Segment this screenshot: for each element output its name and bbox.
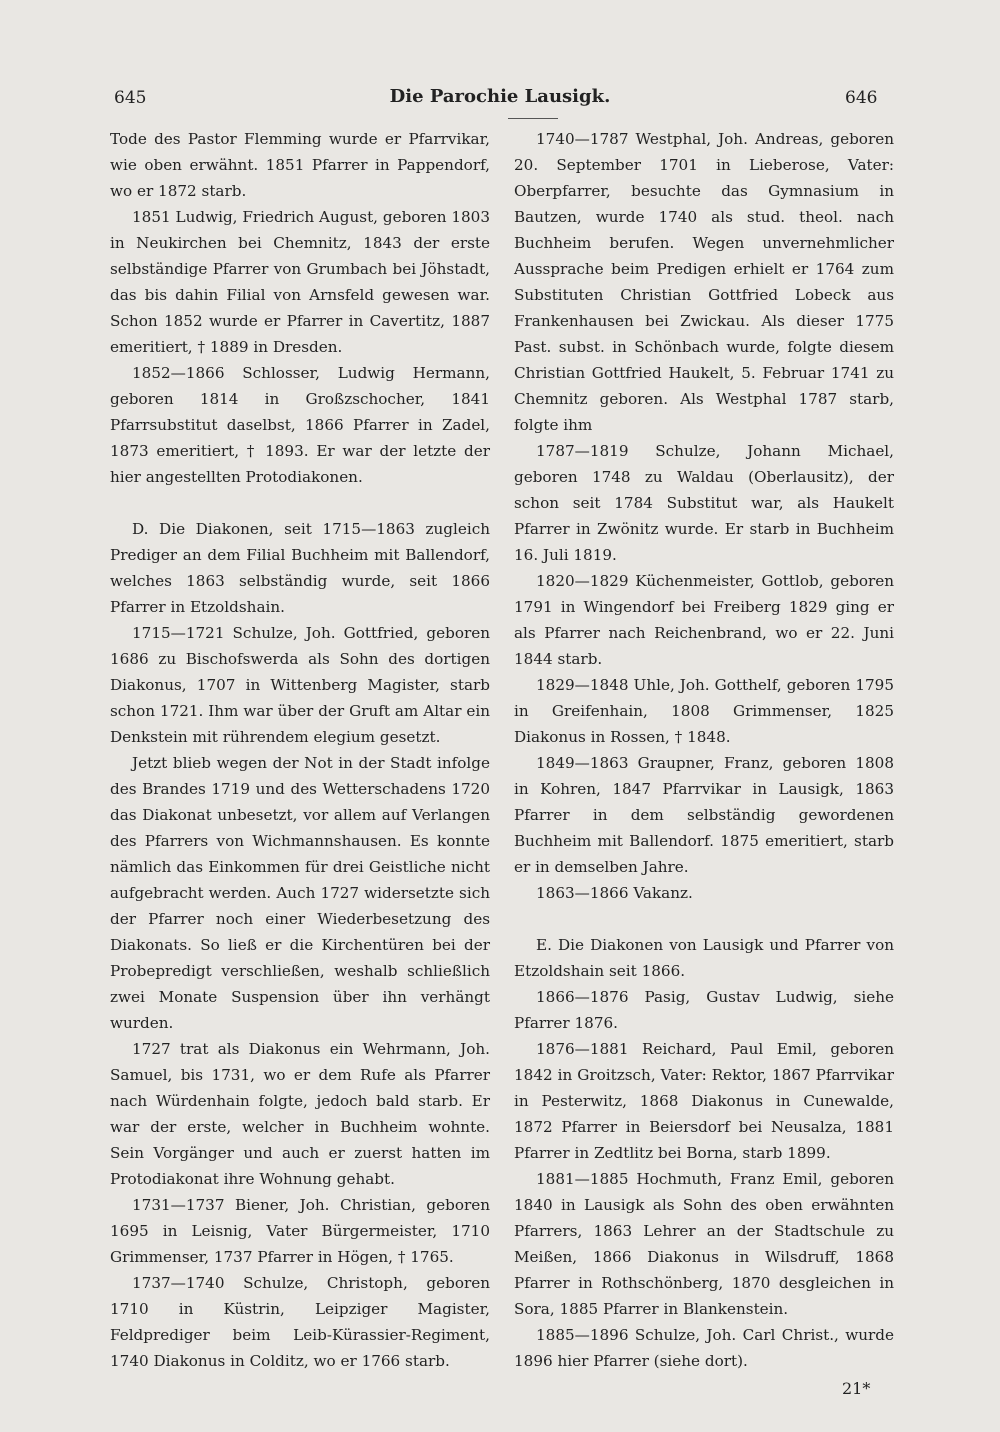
paragraph: Tode des Pastor Flemming wurde er Pfarrvikar, wie oben erwähnt. 1851 Pfarrer in Pappendorf, wo er 1872 starb. [110,130,490,200]
paragraph: Jetzt blieb wegen der Not in der Stadt infolge des Brandes 1719 und des Wetterschadens 1720 das Diakonat unbesetzt, vor allem auf Verlangen des Pfarrers von Wichmannshausen. Es konnte nämlich das Einkommen für drei Geistliche nicht aufgebracht werden. Auch 1727 widersetzte sich der Pfarrer noch einer Wiederbesetzung des Diakonats. So ließ er die Kirchentüren bei der Probepredigt verschließen, weshalb schließlich zwei Monate Suspension über ihn verhängt wurden. [110,754,490,1032]
signature-mark: 21* [842,1379,871,1398]
paragraph: 1851 Ludwig, Friedrich August, geboren 1803 in Neukirchen bei Chemnitz, 1843 der erste selbständige Pfarrer von Grumbach bei Jöhstadt, das bis dahin Filial von Arnsfeld gewesen war. Schon 1852 wurde er Pfarrer in Cavertitz, 1887 emeritiert, † 1889 in Dresden. [110,208,490,356]
paragraph: 1727 trat als Diakonus ein Wehrmann, Joh. Samuel, bis 1731, wo er dem Rufe als Pfarrer nach Würdenhain folgte, jedoch bald starb. Er war der erste, welcher in Buchheim wohnte. Sein Vorgänger und auch er zuerst hatten im Protodiakonat ihre Wohnung gehabt. [110,1040,490,1188]
head-rule [508,118,558,119]
paragraph: 1876—1881 Reichard, Paul Emil, geboren 1842 in Groitzsch, Vater: Rektor, 1867 Pfarrvikar in Pesterwitz, 1868 Diakonus in Cunewalde, 1872 Pfarrer in Beiersdorf bei Neusalza, 1881 Pfarrer in Zedtlitz bei Borna, starb 1899. [514,1040,894,1162]
page-number-left: 645 [114,88,147,108]
paragraph: 1852—1866 Schlosser, Ludwig Hermann, geboren 1814 in Großzschocher, 1841 Pfarrsubstitut daselbst, 1866 Pfarrer in Zadel, 1873 emeritiert, † 1893. Er war der letzte der hier angestellten Protodiakonen. [110,364,490,486]
paragraph: 1820—1829 Küchenmeister, Gottlob, geboren 1791 in Wingendorf bei Freiberg 1829 ging er als Pfarrer nach Reichenbrand, wo er 22. Juni 1844 starb. [514,572,894,668]
right-column [514,126,894,1374]
left-column [110,126,490,1374]
paragraph: 1866—1876 Pasig, Gustav Ludwig, siehe Pfarrer 1876. [514,988,894,1032]
section-d-heading: D. Die Diakonen, seit 1715—1863 zugleich Prediger an dem Filial Buchheim mit Ballendorf, welches 1863 selbständig wurde, seit 1866 Pfarrer in Etzoldshain. [110,520,490,616]
running-head: Die Parochie Lausigk. [389,86,611,107]
paragraph: 1829—1848 Uhle, Joh. Gotthelf, geboren 1795 in Greifenhain, 1808 Grimmenser, 1825 Diakonus in Rossen, † 1848. [514,676,894,746]
paragraph: 1787—1819 Schulze, Johann Michael, geboren 1748 zu Waldau (Oberlausitz), der schon seit 1784 Substitut war, als Haukelt Pfarrer in Zwönitz wurde. Er starb in Buchheim 16. Juli 1819. [514,442,894,564]
section-e-heading: E. Die Diakonen von Lausigk und Pfarrer von Etzoldshain seit 1866. [514,936,894,980]
paragraph: 1881—1885 Hochmuth, Franz Emil, geboren 1840 in Lausigk als Sohn des oben erwähnten Pfarrers, 1863 Lehrer an der Stadtschule zu Meißen, 1866 Diakonus in Wilsdruff, 1868 Pfarrer in Rothschönberg, 1870 desgleichen in Sora, 1885 Pfarrer in Blankenstein. [514,1170,894,1318]
paragraph: 1731—1737 Biener, Joh. Christian, geboren 1695 in Leisnig, Vater Bürgermeister, 1710 Grimmenser, 1737 Pfarrer in Högen, † 1765. [110,1196,490,1266]
paragraph: 1740—1787 Westphal, Joh. Andreas, geboren 20. September 1701 in Lieberose, Vater: Oberpfarrer, besuchte das Gymnasium in Bautzen, wurde 1740 als stud. theol. nach Buchheim berufen. Wegen unvernehmlicher Aussprache beim Predigen erhielt er 1764 zum Substituten Christian Gottfried Lobeck aus Frankenhausen bei Zwickau. Als dieser 1775 Past. subst. in Schönbach wurde, folgte diesem Christian Gottfried Haukelt, 5. Februar 1741 zu Chemnitz geboren. Als Westphal 1787 starb, folgte ihm [514,130,894,434]
paragraph: 1737—1740 Schulze, Christoph, geboren 1710 in Küstrin, Leipziger Magister, Feldprediger beim Leib-Kürassier-Regiment, 1740 Diakonus in Colditz, wo er 1766 starb. [110,1274,490,1370]
paragraph: 1849—1863 Graupner, Franz, geboren 1808 in Kohren, 1847 Pfarrvikar in Lausigk, 1863 Pfarrer in dem selbständig gewordenen Buchheim mit Ballendorf. 1875 emeritiert, starb er in demselben Jahre. [514,754,894,876]
paragraph: 1885—1896 Schulze, Joh. Carl Christ., wurde 1896 hier Pfarrer (siehe dort). [514,1326,894,1370]
paragraph: 1863—1866 Vakanz. [536,884,693,902]
paragraph: 1715—1721 Schulze, Joh. Gottfried, geboren 1686 zu Bischofswerda als Sohn des dortigen Diakonus, 1707 in Wittenberg Magister, starb schon 1721. Ihm war über der Gruft am Altar ein Denkstein mit rührendem elegium gesetzt. [110,624,490,746]
page-number-right: 646 [845,88,878,108]
